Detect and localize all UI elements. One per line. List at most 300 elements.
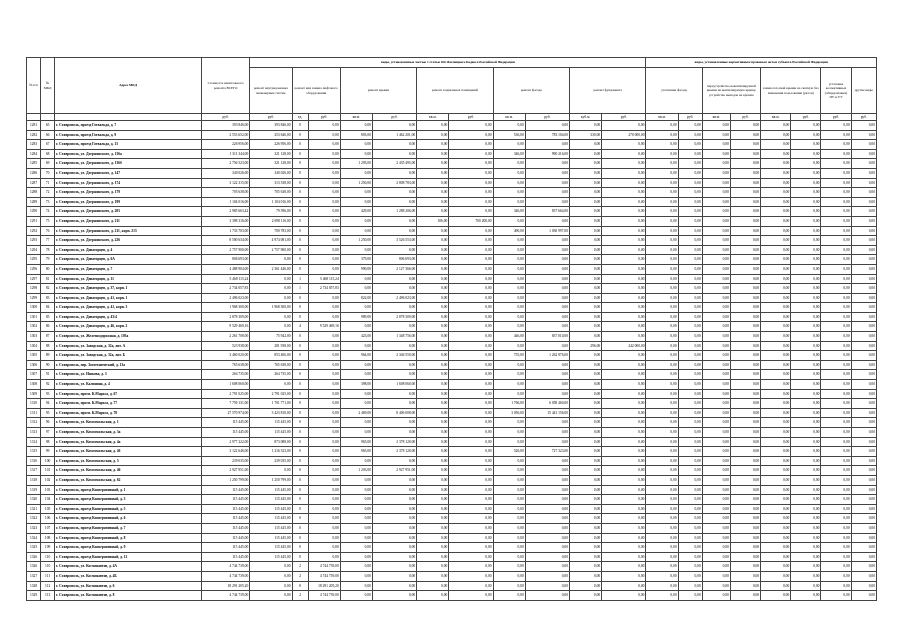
value-cell: 0,00 (791, 523, 821, 533)
address-cell: г. Ставрополь, проезд Готвальда, д. 9 (55, 130, 202, 140)
value-cell: 0,00 (250, 562, 292, 572)
value-cell: 8 (292, 581, 308, 591)
value-cell: 242 000,00 (602, 341, 646, 351)
value-cell: 0,00 (761, 447, 791, 457)
value-cell: 75 942,00 (250, 332, 292, 342)
value-cell: 1 (292, 284, 308, 294)
value-cell: 0,00 (646, 389, 678, 399)
value-cell: 0,00 (417, 360, 449, 370)
value-cell: 0,00 (761, 581, 791, 591)
value-cell: 0,00 (791, 312, 821, 322)
value-cell: 0,00 (602, 514, 646, 524)
value-cell: 0,00 (570, 389, 602, 399)
header-foundation: ремонт фундамента (570, 68, 646, 114)
value-cell: 0,00 (570, 197, 602, 207)
mkd-number-cell: 103 (41, 485, 55, 495)
value-cell: 0,00 (821, 399, 851, 409)
value-cell: 0,00 (730, 562, 760, 572)
value-cell: 0,00 (372, 140, 416, 150)
value-cell: 0,00 (449, 495, 493, 505)
value-cell: 0,00 (493, 121, 525, 131)
value-cell: 0,00 (851, 495, 876, 505)
row-number-cell: 1290 (27, 207, 41, 217)
value-cell: 0,00 (493, 485, 525, 495)
value-cell: 0,00 (449, 428, 493, 438)
value-cell: 0,00 (678, 207, 702, 217)
value-cell: 0,00 (702, 274, 730, 284)
address-cell: г. Ставрополь, ул. Дзержинского, д. 136б (55, 159, 202, 169)
value-cell: 0,00 (493, 389, 525, 399)
value-cell: 0,00 (678, 178, 702, 188)
value-cell: 0,00 (602, 380, 646, 390)
value-cell: 0,00 (308, 149, 340, 159)
value-cell: 0,00 (570, 332, 602, 342)
value-cell: 1 250,00 (340, 178, 372, 188)
value-cell: 0,00 (449, 514, 493, 524)
value-cell: 0,00 (417, 121, 449, 131)
value-cell: 0,00 (646, 140, 678, 150)
value-cell: 0,00 (702, 408, 730, 418)
value-cell: 1 311 344,00 (202, 149, 250, 159)
value-cell: 3 460 020,00 (202, 351, 250, 361)
address-cell: г. Ставрополь, проезд Кооперативный, д. 5 (55, 504, 202, 514)
value-cell: 0,00 (646, 428, 678, 438)
value-cell: 0,00 (730, 543, 760, 553)
value-cell: 0,00 (308, 418, 340, 428)
value-cell: 523 938,00 (202, 341, 250, 351)
value-cell: 0,00 (449, 351, 493, 361)
value-cell: 0,00 (821, 168, 851, 178)
value-cell: 0,00 (821, 322, 851, 332)
value-cell: 0,00 (678, 341, 702, 351)
value-cell: 0,00 (678, 370, 702, 380)
row-number-cell: 1298 (27, 284, 41, 294)
value-cell: 0,00 (308, 380, 340, 390)
value-cell: 0,00 (493, 533, 525, 543)
value-cell: 0,00 (730, 178, 760, 188)
value-cell: 0,00 (449, 399, 493, 409)
value-cell: 0,00 (702, 341, 730, 351)
value-cell: 0,00 (702, 188, 730, 198)
value-cell: 0,00 (493, 591, 525, 601)
value-cell: 0,00 (821, 408, 851, 418)
value-cell: 0,00 (570, 370, 602, 380)
value-cell: 1 250 799,00 (202, 475, 250, 485)
value-cell: 340 026,00 (250, 168, 292, 178)
value-cell: 0,00 (493, 274, 525, 284)
value-cell: 0,00 (570, 168, 602, 178)
value-cell: 0,00 (417, 370, 449, 380)
table-row (27, 303, 877, 313)
value-cell: 446,00 (493, 332, 525, 342)
value-cell: 0,00 (821, 226, 851, 236)
value-cell: 226 956,00 (202, 140, 250, 150)
value-cell: 0,00 (372, 428, 416, 438)
value-cell: 0,00 (570, 466, 602, 476)
value-cell: 0,00 (372, 456, 416, 466)
value-cell: 0,00 (570, 159, 602, 169)
mkd-number-cell: 78 (41, 245, 55, 255)
row-number-cell: 1328 (27, 581, 41, 591)
value-cell: 0,00 (791, 178, 821, 188)
value-cell: 1 262 876,00 (525, 351, 569, 361)
value-cell: 0,00 (602, 418, 646, 428)
value-cell: 0,00 (340, 188, 372, 198)
value-cell: 0,00 (493, 255, 525, 265)
value-cell: 0 (292, 351, 308, 361)
value-cell: 0 (292, 236, 308, 246)
value-cell: 0,00 (702, 447, 730, 457)
unit-cell: кв.м. (417, 114, 449, 121)
value-cell: 0,00 (821, 178, 851, 188)
value-cell: 0,00 (372, 168, 416, 178)
value-cell: 0,00 (525, 274, 569, 284)
value-cell: 0,00 (851, 360, 876, 370)
value-cell: 2 378 120,00 (372, 437, 416, 447)
value-cell: 0,00 (570, 495, 602, 505)
value-cell: 0,00 (570, 571, 602, 581)
table-row (27, 504, 877, 514)
value-cell: 0,00 (702, 322, 730, 332)
value-cell: 0,00 (646, 236, 678, 246)
value-cell: 0,00 (449, 456, 493, 466)
value-cell: 2 985 663,42 (202, 207, 250, 217)
value-cell: 0,00 (602, 370, 646, 380)
value-cell: 0,00 (449, 533, 493, 543)
value-cell: 0,00 (678, 332, 702, 342)
value-cell: 0,00 (646, 341, 678, 351)
value-cell: 0,00 (525, 322, 569, 332)
value-cell: 0,00 (821, 293, 851, 303)
mkd-number-cell: 81 (41, 274, 55, 284)
value-cell: 0,00 (646, 255, 678, 265)
value-cell: 0,00 (340, 274, 372, 284)
value-cell: 0,00 (851, 399, 876, 409)
value-cell: 0,00 (372, 322, 416, 332)
value-cell: 0 (292, 226, 308, 236)
value-cell: 0,00 (851, 475, 876, 485)
value-cell: 0,00 (730, 293, 760, 303)
value-cell: 0,00 (525, 389, 569, 399)
value-cell: 4 744 739,00 (308, 571, 340, 581)
value-cell: 0,00 (761, 140, 791, 150)
value-cell: 0,00 (851, 255, 876, 265)
table-row (27, 245, 877, 255)
row-number-cell: 1323 (27, 523, 41, 533)
value-cell: 0,00 (678, 399, 702, 409)
value-cell: 0,00 (821, 504, 851, 514)
value-cell: 700 783,00 (250, 226, 292, 236)
value-cell: 4 488 904,00 (202, 264, 250, 274)
value-cell: 0,00 (702, 581, 730, 591)
address-cell: г. Ставрополь, ул. Доваторцев, д. 41, корп. 1 (55, 293, 202, 303)
value-cell: 0,00 (417, 332, 449, 342)
value-cell: 0,00 (851, 332, 876, 342)
value-cell: 0,00 (791, 408, 821, 418)
value-cell: 0,00 (372, 523, 416, 533)
row-number-cell: 1288 (27, 188, 41, 198)
value-cell: 5 468 115,24 (308, 274, 340, 284)
value-cell: 1 608 060,00 (372, 380, 416, 390)
row-number-cell: 1322 (27, 514, 41, 524)
value-cell: 0,00 (646, 523, 678, 533)
value-cell: 0,00 (417, 533, 449, 543)
value-cell: 0,00 (791, 303, 821, 313)
value-cell: 700 200,00 (449, 216, 493, 226)
address-cell: г. Ставрополь, ул. Доваторцев, д. 46, корп. 2 (55, 322, 202, 332)
value-cell: 2 496 023,00 (372, 293, 416, 303)
value-cell: 0,00 (417, 197, 449, 207)
value-cell: 0,00 (851, 121, 876, 131)
value-cell: 0,00 (525, 168, 569, 178)
value-cell: 0,00 (493, 140, 525, 150)
value-cell: 115 445,00 (250, 495, 292, 505)
value-cell: 115 445,00 (250, 514, 292, 524)
value-cell: 0,00 (372, 495, 416, 505)
value-cell: 1 030 997,00 (525, 226, 569, 236)
value-cell: 0,00 (851, 533, 876, 543)
value-cell: 0,00 (570, 140, 602, 150)
value-cell: 9 529 469,16 (308, 322, 340, 332)
value-cell: 0,00 (851, 351, 876, 361)
address-cell: г. Ставрополь, ул. Дзержинского, д. 199 (55, 197, 202, 207)
row-number-cell: 1310 (27, 399, 41, 409)
table-row (27, 533, 877, 543)
value-cell: 0,00 (340, 303, 372, 313)
value-cell: 0,00 (449, 245, 493, 255)
value-cell: 2 757 900,00 (202, 245, 250, 255)
value-cell: 115 445,00 (202, 504, 250, 514)
value-cell: 253 646,00 (250, 130, 292, 140)
value-cell: 0,00 (730, 149, 760, 159)
value-cell: 0,00 (791, 274, 821, 284)
value-cell: 0,00 (340, 475, 372, 485)
value-cell: 0,00 (791, 581, 821, 591)
value-cell: 0,00 (678, 140, 702, 150)
table-row (27, 207, 877, 217)
table-row (27, 284, 877, 294)
value-cell: 0,00 (678, 447, 702, 457)
unit-cell: кв.м. (761, 114, 791, 121)
table-row (27, 495, 877, 505)
value-cell: 0,00 (730, 591, 760, 601)
value-cell: 0,00 (449, 341, 493, 351)
table-row (27, 523, 877, 533)
table-row (27, 514, 877, 524)
mkd-number-cell: 79 (41, 255, 55, 265)
value-cell: 27 570 974,00 (202, 408, 250, 418)
row-number-cell: 1320 (27, 495, 41, 505)
value-cell: 0,00 (417, 264, 449, 274)
value-cell: 0,00 (340, 197, 372, 207)
value-cell: 0,00 (449, 322, 493, 332)
value-cell: 0,00 (851, 130, 876, 140)
table-row (27, 475, 877, 485)
mkd-number-cell: 113 (41, 591, 55, 601)
value-cell: 0,00 (602, 274, 646, 284)
value-cell: 0,00 (525, 255, 569, 265)
value-cell: 0,00 (821, 485, 851, 495)
row-number-cell: 1326 (27, 562, 41, 572)
value-cell: 0,00 (730, 255, 760, 265)
value-cell: 0,00 (250, 466, 292, 476)
table-row (27, 236, 877, 246)
value-cell: 0,00 (791, 264, 821, 274)
value-cell: 0,00 (730, 216, 760, 226)
row-number-cell: 1286 (27, 168, 41, 178)
address-cell: г. Ставрополь, ул. Дзержинского, д. 136а (55, 149, 202, 159)
value-cell: 0,00 (646, 437, 678, 447)
value-cell: 0,00 (570, 351, 602, 361)
value-cell: 0,00 (761, 303, 791, 313)
value-cell: 0,00 (702, 226, 730, 236)
value-cell: 0,00 (851, 303, 876, 313)
value-cell: 0,00 (761, 475, 791, 485)
row-number-cell: 1324 (27, 533, 41, 543)
row-number-cell: 1281 (27, 121, 41, 131)
value-cell: 0 (292, 408, 308, 418)
value-cell: 0,00 (570, 274, 602, 284)
value-cell: 0,00 (791, 495, 821, 505)
value-cell: 0,00 (646, 149, 678, 159)
value-cell: 0,00 (851, 312, 876, 322)
value-cell: 0,00 (791, 485, 821, 495)
row-number-cell: 1292 (27, 226, 41, 236)
value-cell: 1 293,00 (340, 159, 372, 169)
value-cell: 0,00 (525, 178, 569, 188)
value-cell: 0,00 (702, 312, 730, 322)
row-number-cell: 1313 (27, 428, 41, 438)
value-cell: 0,00 (308, 456, 340, 466)
value-cell: 0,00 (730, 140, 760, 150)
value-cell: 0,00 (851, 168, 876, 178)
value-cell: 313 538,00 (250, 178, 292, 188)
value-cell: 0,00 (821, 523, 851, 533)
value-cell: 0,00 (761, 504, 791, 514)
value-cell: 0,00 (851, 418, 876, 428)
value-cell: 0,00 (372, 121, 416, 131)
value-cell: 0,00 (851, 216, 876, 226)
table-row (27, 485, 877, 495)
mkd-number-cell: 99 (41, 447, 55, 457)
unit-cell: руб. (851, 114, 876, 121)
value-cell: 0,00 (730, 523, 760, 533)
value-cell: 0 (292, 485, 308, 495)
value-cell: 0,00 (602, 408, 646, 418)
value-cell: 0,00 (678, 495, 702, 505)
table-row (27, 552, 877, 562)
value-cell: 0,00 (678, 303, 702, 313)
value-cell: 990 216,00 (525, 149, 569, 159)
value-cell: 0,00 (449, 523, 493, 533)
value-cell: 0,00 (761, 322, 791, 332)
value-cell: 0,00 (761, 514, 791, 524)
value-cell: 0,00 (449, 159, 493, 169)
value-cell: 0,00 (493, 523, 525, 533)
value-cell: 0,00 (678, 562, 702, 572)
value-cell: 0,00 (525, 591, 569, 601)
value-cell: 0,00 (493, 552, 525, 562)
value-cell: 0 (292, 533, 308, 543)
value-cell: 0,00 (308, 236, 340, 246)
value-cell: 0,00 (791, 475, 821, 485)
value-cell: 0,00 (417, 236, 449, 246)
value-cell: 0,00 (602, 303, 646, 313)
value-cell: 0,00 (308, 188, 340, 198)
value-cell: 0,00 (791, 389, 821, 399)
value-cell: 0,00 (821, 140, 851, 150)
value-cell: 0,00 (602, 447, 646, 457)
value-cell: 0,00 (493, 168, 525, 178)
value-cell: 0,00 (570, 523, 602, 533)
unit-cell: руб. (791, 114, 821, 121)
row-number-cell: 1289 (27, 197, 41, 207)
value-cell: 2 435 495,00 (372, 159, 416, 169)
value-cell: 0,00 (791, 437, 821, 447)
header-group-regional: виды, установленные нормативным правовым актом субъекта Российской Федерации (646, 58, 877, 68)
value-cell: 0,00 (791, 255, 821, 265)
value-cell: 0,00 (570, 245, 602, 255)
value-cell: 0,00 (602, 581, 646, 591)
value-cell: 536,00 (493, 130, 525, 140)
value-cell: 0,00 (250, 284, 292, 294)
value-cell: 0,00 (702, 389, 730, 399)
value-cell: 0,00 (525, 341, 569, 351)
value-cell: 0,00 (646, 293, 678, 303)
address-cell: г. Ставрополь, просп. К.Маркса, д. 78 (55, 408, 202, 418)
value-cell: 0,00 (821, 236, 851, 246)
value-cell: 0 (292, 341, 308, 351)
value-cell: 0,00 (308, 495, 340, 505)
value-cell: 0,00 (821, 543, 851, 553)
value-cell: 0,00 (646, 514, 678, 524)
value-cell: 0,00 (449, 255, 493, 265)
value-cell: 0,00 (570, 447, 602, 457)
value-cell: 0,00 (730, 284, 760, 294)
value-cell: 0,00 (570, 399, 602, 409)
value-cell: 0,00 (791, 360, 821, 370)
value-cell: 765 638,00 (250, 360, 292, 370)
value-cell: 0,00 (417, 408, 449, 418)
address-cell: г. Ставрополь, ул. Космонавтов, д. 4Б (55, 571, 202, 581)
unit-cell: руб. (308, 114, 340, 121)
value-cell: 0,00 (449, 389, 493, 399)
row-number-cell: 1321 (27, 504, 41, 514)
value-cell: 0,00 (761, 216, 791, 226)
value-cell: 0,00 (821, 380, 851, 390)
header-engineering-systems: ремонт внутридомовых инженерных систем (250, 68, 292, 114)
row-number-cell: 1311 (27, 408, 41, 418)
value-cell: 0,00 (730, 533, 760, 543)
repair-table (26, 57, 877, 601)
value-cell: 0,00 (702, 245, 730, 255)
value-cell: 0,00 (791, 159, 821, 169)
mkd-number-cell: 102 (41, 475, 55, 485)
value-cell: 0,00 (761, 552, 791, 562)
value-cell: 0 (292, 360, 308, 370)
value-cell: 0,00 (372, 552, 416, 562)
value-cell: 0,00 (250, 293, 292, 303)
address-cell: г. Ставрополь, ул. Заводская, д. 32а, лит. Б (55, 351, 202, 361)
address-cell: г. Ставрополь, ул. Комсомольская, д. 1 (55, 418, 202, 428)
value-cell: 990,00 (340, 264, 372, 274)
row-number-cell: 1314 (27, 437, 41, 447)
value-cell: 0,00 (730, 332, 760, 342)
value-cell: 1 (292, 274, 308, 284)
value-cell: 0,00 (417, 178, 449, 188)
value-cell: 0 (292, 543, 308, 553)
value-cell: 0,00 (821, 159, 851, 169)
